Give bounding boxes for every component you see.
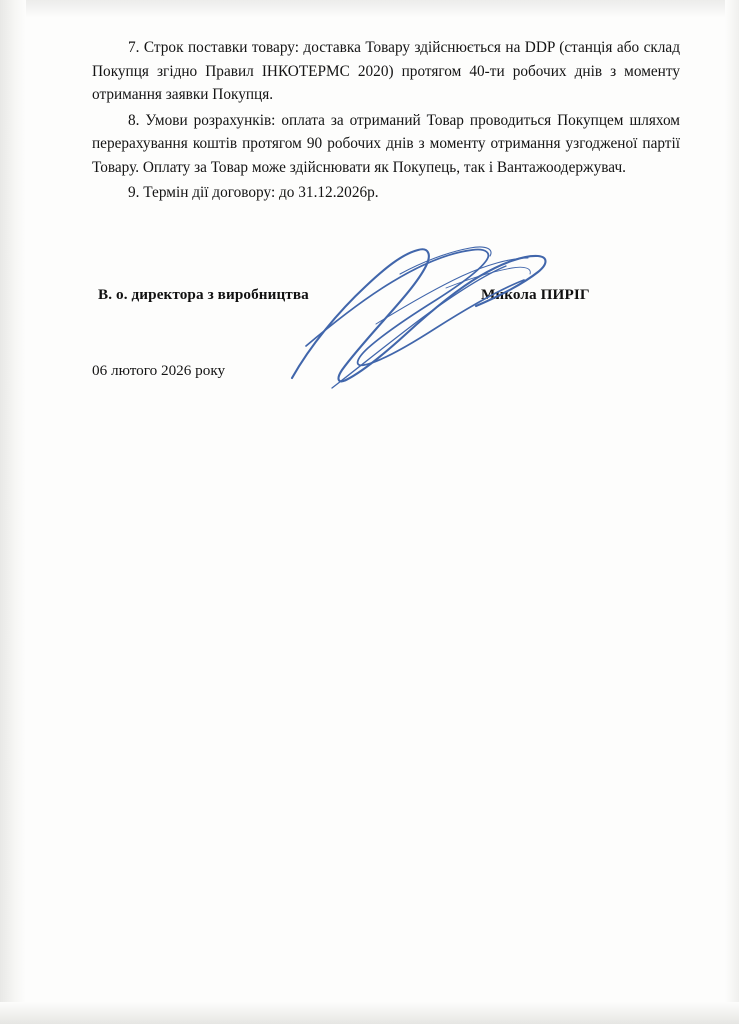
scan-shadow-top [0,0,739,18]
clause-paragraph-8: 8. Умови розрахунків: оплата за отриманий Товар проводиться Покупцем шляхом перерахування коштів протягом 90 робочих днів з моменту отримання узгодженої партії Товару. Оплату за Товар може здійснювати як Покупець, так і Вантажоодержувач. [92,111,680,176]
document-date: 06 лютого 2026 року [92,362,226,379]
clause-paragraph-9: 9. Термін дії договору: до 31.12.2026р. [128,184,379,202]
signatory-name: Микола ПИРІГ [481,286,590,303]
signature-block [98,286,688,326]
scan-shadow-bottom [0,1002,739,1024]
signatory-role: В. о. директора з виробництва [98,286,309,303]
scan-shadow-left [0,0,26,1024]
scan-shadow-right [725,0,739,1024]
clause-paragraph-7: 7. Строк поставки товару: доставка Товару здійснюється на DDP (станція або склад Покупця згідно Правил ІНКОТЕРМС 2020) протягом 40-ти робочих днів з моменту отримання заявки Покупця. [92,39,680,104]
document-body [92,36,680,207]
